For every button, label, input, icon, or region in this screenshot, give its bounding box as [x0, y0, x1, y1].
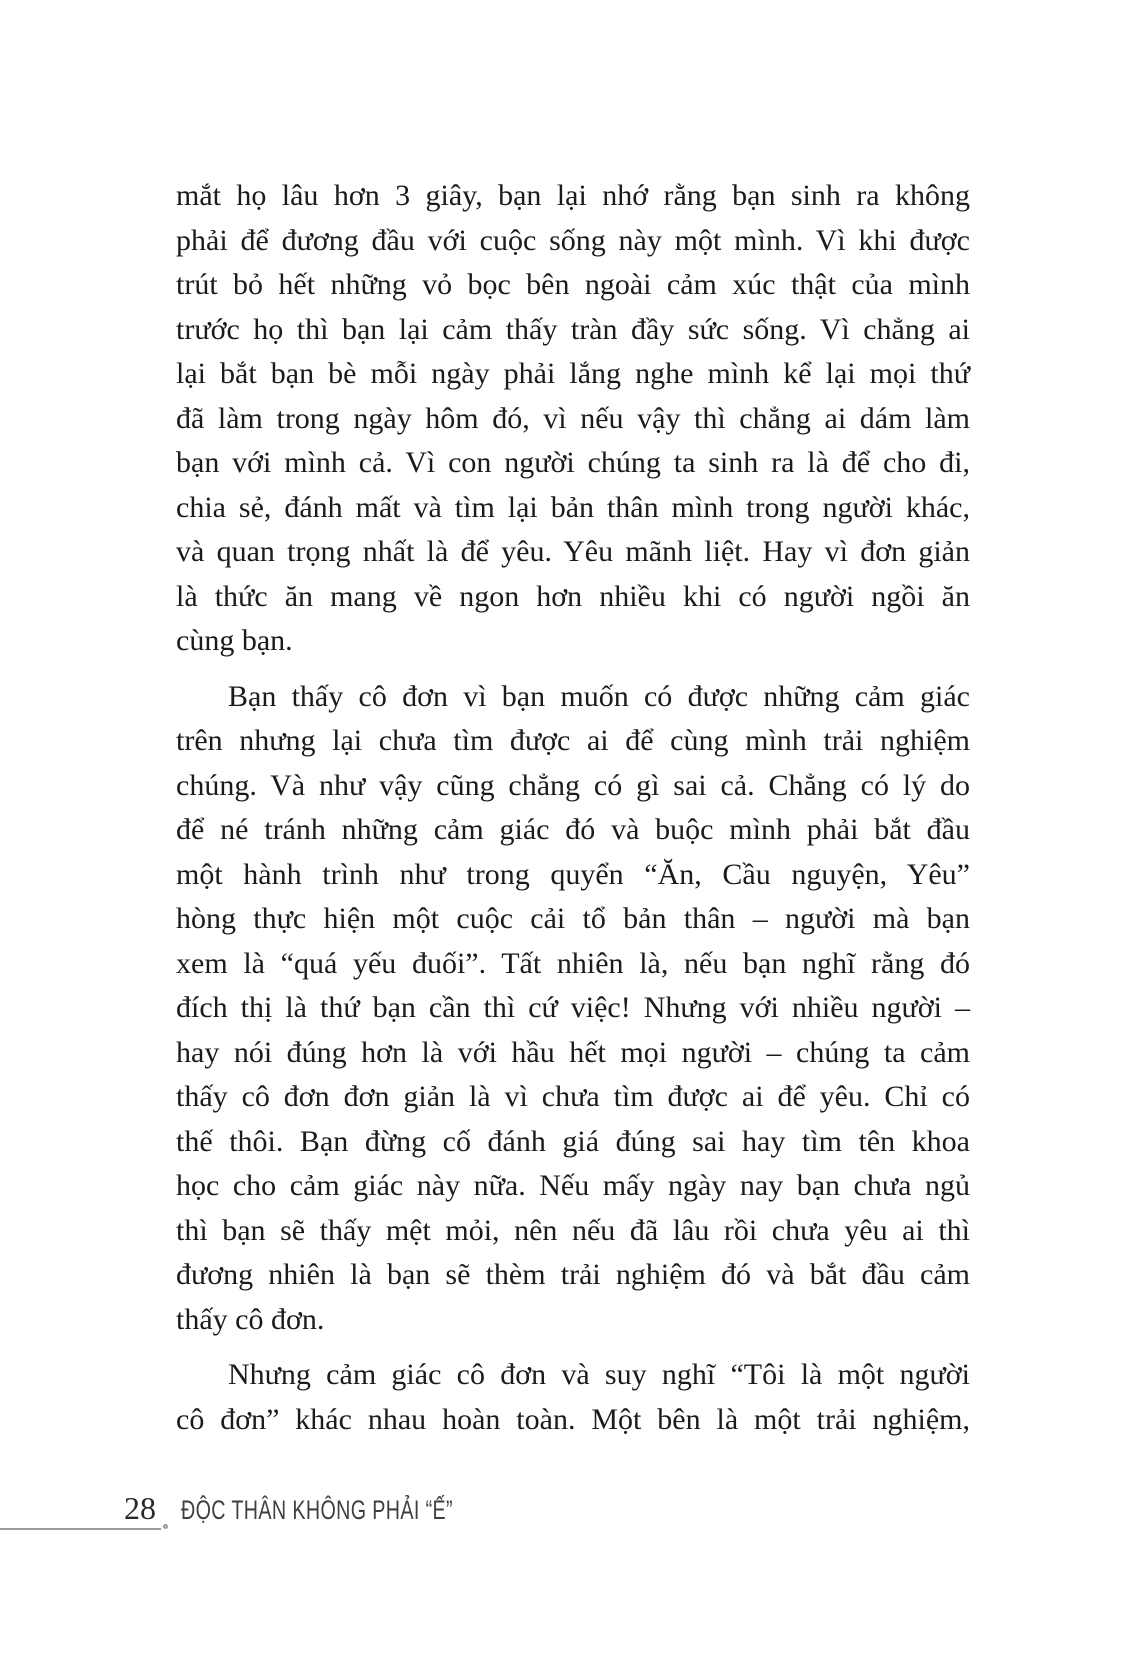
text-line: mắt họ lâu hơn 3 giây, bạn lại nhớ rằng bạn sinh ra không: [176, 179, 970, 212]
paragraph: [176, 174, 970, 664]
footer-circle-ornament: [163, 1524, 168, 1529]
paragraph: [176, 675, 970, 1343]
text-line: trút bỏ hết những vỏ bọc bên ngoài cảm xúc thật của mình: [176, 268, 970, 301]
text-line: để né tránh những cảm giác đó và buộc mình phải bắt đầu: [176, 813, 970, 846]
text-line: đích thị là thứ bạn cần thì cứ việc! Nhưng với nhiều người –: [176, 991, 970, 1024]
text-line: trước họ thì bạn lại cảm thấy tràn đầy sức sống. Vì chẳng ai: [176, 312, 970, 346]
text-line: thì bạn sẽ thấy mệt mỏi, nên nếu đã lâu rồi chưa yêu ai thì: [176, 1213, 970, 1247]
text-line: một hành trình như trong quyển “Ăn, Cầu nguyện, Yêu”: [176, 857, 970, 891]
text-line: bạn với mình cả. Vì con người chúng ta sinh ra là để cho đi,: [176, 446, 970, 479]
text-line: chúng. Và như vậy cũng chẳng có gì sai cả. Chẳng có lý do: [176, 768, 970, 802]
text-line: là thức ăn mang về ngon hơn nhiều khi có người ngồi ăn: [176, 579, 970, 613]
text-line: Nhưng cảm giác cô đơn và suy nghĩ “Tôi là một người: [228, 1358, 970, 1391]
footer-rule: [0, 1528, 161, 1530]
text-line: và quan trọng nhất là để yêu. Yêu mãnh liệt. Hay vì đơn giản: [176, 535, 970, 568]
text-line: thấy cô đơn.: [176, 1302, 325, 1336]
text-line: cùng bạn.: [176, 624, 293, 657]
text-line: trên nhưng lại chưa tìm được ai để cùng mình trải nghiệm: [176, 724, 970, 757]
text-line: Bạn thấy cô đơn vì bạn muốn có được những cảm giác: [228, 679, 970, 713]
text-line: hòng thực hiện một cuộc cải tổ bản thân – người mà bạn: [176, 902, 970, 935]
text-line: xem là “quá yếu đuối”. Tất nhiên là, nếu bạn nghĩ rằng đó: [176, 946, 970, 980]
text-line: đương nhiên là bạn sẽ thèm trải nghiệm đó và bắt đầu cảm: [176, 1258, 970, 1291]
text-line: thế thôi. Bạn đừng cố đánh giá đúng sai hay tìm tên khoa: [176, 1124, 970, 1158]
text-line: đã làm trong ngày hôm đó, vì nếu vậy thì chẳng ai dám làm: [176, 401, 970, 435]
page-number: 28: [124, 1490, 156, 1526]
text-line: thấy cô đơn đơn giản là vì chưa tìm được ai để yêu. Chỉ có: [176, 1080, 970, 1113]
text-line: hay nói đúng hơn là với hầu hết mọi người – chúng ta cảm: [176, 1035, 970, 1069]
text-line: phải để đương đầu với cuộc sống này một mình. Vì khi được: [176, 223, 970, 257]
running-title: ĐỘC THÂN KHÔNG PHẢI “Ế”: [181, 1495, 453, 1525]
text-line: học cho cảm giác này nữa. Nếu mấy ngày nay bạn chưa ngủ: [176, 1169, 970, 1202]
text-line: chia sẻ, đánh mất và tìm lại bản thân mình trong người khác,: [176, 490, 970, 524]
text-line: cô đơn” khác nhau hoàn toàn. Một bên là một trải nghiệm,: [176, 1402, 970, 1436]
page-body: [176, 174, 970, 1442]
text-line: lại bắt bạn bè mỗi ngày phải lắng nghe mình kể lại mọi thứ: [176, 357, 970, 390]
paragraph: [176, 1353, 970, 1442]
